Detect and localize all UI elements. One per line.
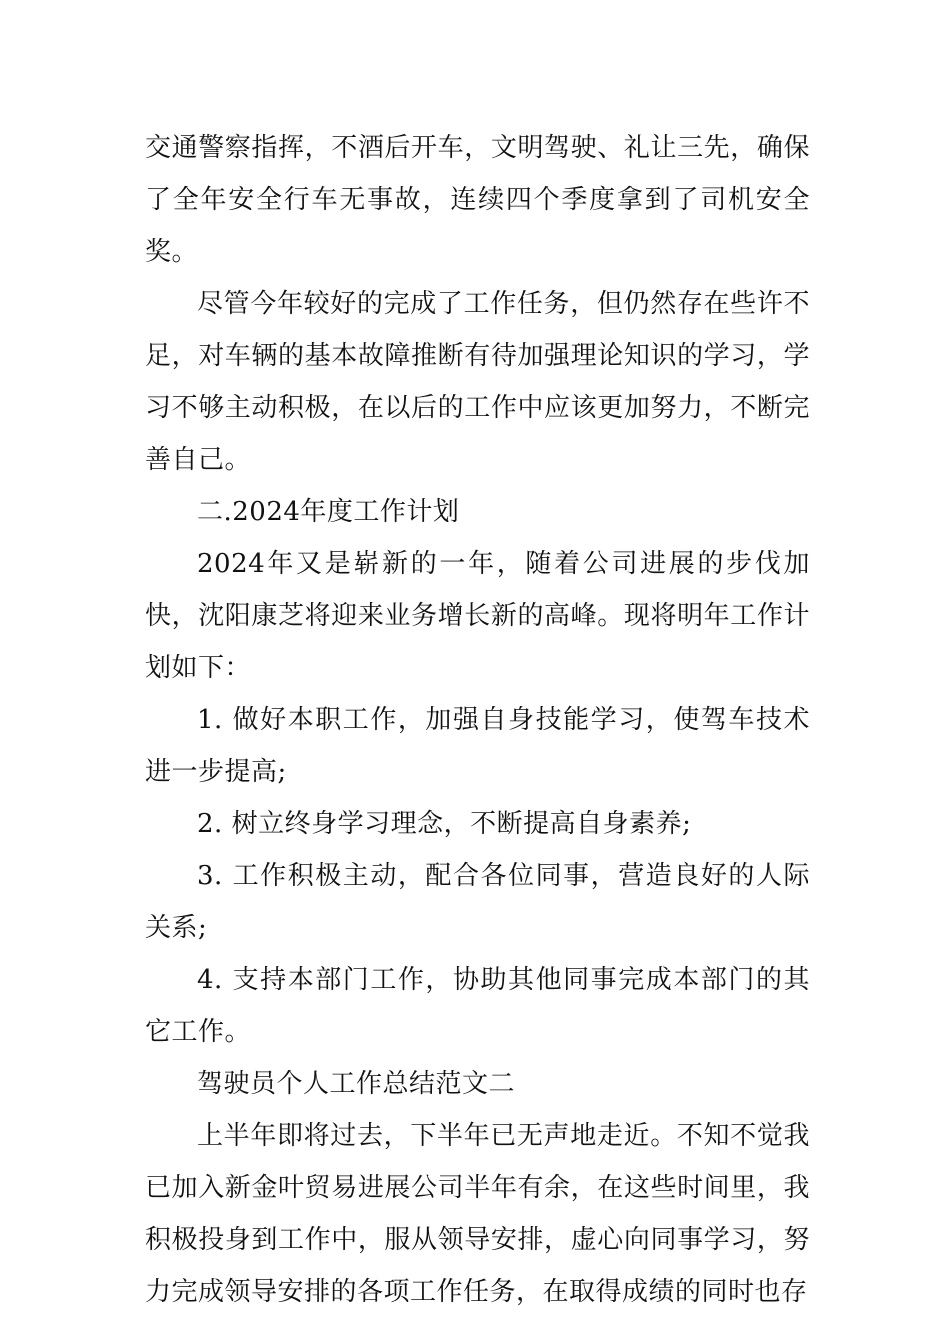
list-item-4: 4. 支持本部门工作，协助其他同事完成本部门的其它工作。 [145,965,810,1047]
paragraph-half-year: 上半年即将过去，下半年已无声地走近。不知不觉我已加入新金叶贸易进展公司半年有余，在这些时间里，我积极投身到工作中，服从领导安排，虚心向同事学习，努力完成领导安排的各项工作任务，在取得成绩的同时也存 [145,1121,810,1307]
list-item-1: 1. 做好本职工作，加强自身技能学习，使驾车技术进一步提高; [145,705,810,787]
section-heading-work-plan: 二.2024年度工作计划 [197,497,460,527]
list-item-3: 3. 工作积极主动，配合各位同事，营造良好的人际关系; [145,861,810,943]
list-item-2: 2. 树立终身学习理念，不断提高自身素养; [197,809,692,839]
paragraph-plan-intro: 2024年又是崭新的一年，随着公司进展的步伐加快，沈阳康芝将迎来业务增长新的高峰。现将明年工作计划如下： [145,549,810,683]
article-title-2: 驾驶员个人工作总结范文二 [197,1069,516,1099]
paragraph-shortcomings: 尽管今年较好的完成了工作任务，但仍然存在些许不足，对车辆的基本故障推断有待加强理论知识的学习，学习不够主动积极，在以后的工作中应该更加努力，不断完善自己。 [145,289,810,475]
document-body [145,122,810,1318]
paragraph-continued: 交通警察指挥，不酒后开车，文明驾驶、礼让三先，确保了全年安全行车无事故，连续四个季度拿到了司机安全奖。 [145,133,810,267]
